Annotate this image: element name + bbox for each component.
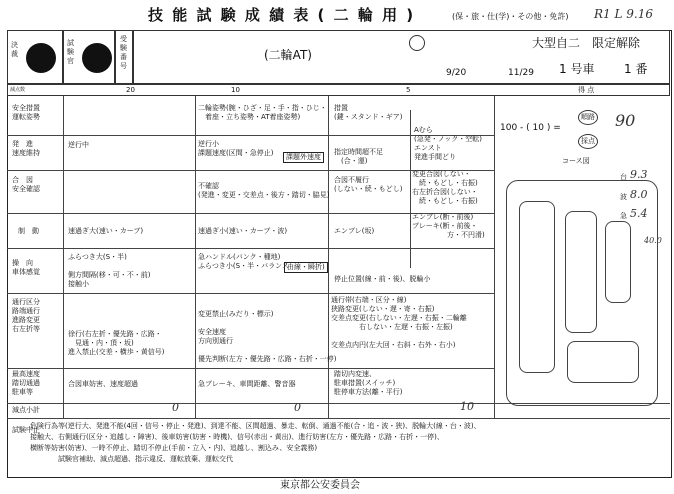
examiner-box [63, 30, 115, 84]
course-inner-right [605, 221, 631, 303]
car-number: 1 号車 [559, 62, 595, 76]
row-signal-5: 合図不履行 (しない・続・もどし) [334, 176, 403, 193]
row-label-brake: 制 動 [18, 227, 39, 235]
course-label: コース図 [562, 157, 590, 165]
vehicle-box [133, 30, 670, 84]
row-steer-5: 停止位置(線・前・後)、脱輪小 [334, 275, 431, 283]
grading-mark: 採点 [578, 134, 598, 149]
date-first: 9/20 [446, 68, 467, 78]
row-start-20: 逆行中 [68, 141, 89, 149]
row-label-speed: 最高速度 踏切通過 駐車等 [12, 370, 40, 396]
divider [494, 96, 495, 418]
row-steer-20: ふらつき大(S・半) 側方間隔(移・可・不・前) 接触小 [68, 253, 151, 288]
score-result: 90 [615, 111, 636, 130]
score-formula: 100 - ( 10 ) = [500, 123, 561, 133]
divider [328, 96, 329, 418]
row-lane-10: 変更禁止(みだり・標示) 安全速度 方向別通行 優先判断(左方・優先路・広路・右折・一停) [198, 310, 337, 363]
divider [63, 96, 64, 418]
issuer: 東京都公安委員会 [280, 480, 360, 491]
examiner-label: 試験官 [67, 39, 74, 65]
divider [7, 293, 494, 294]
row-safety-10: 二輪姿勢(腕・ひざ・足・手・指・ひじ・ 着座・立ち姿勢・AT着座姿勢) [198, 104, 327, 121]
abort-text: 危険行為等(逆行大、発進不能(4回・信号・停止・発進)、到達不能、区間超過、暴走、転倒、通過不能(合・追・波・狭)、脱輪大(線・台・波)、 接触大、右側通行(区分・追越し・障害)、後車妨害(妨害・時機)、信号(赤出・黄出)、進行妨害(左方・優先路・広路・右折・一停)、 横断等妨害(妨害)、一時不停止、踏切不停止(手前・立入・内)、追越し、割込み、安全義務) 試験官補助、減点超過、指示違反、運転放棄、運転交代 [30, 422, 481, 463]
row-start-5: 指定時間超不足 (合・運) [334, 148, 383, 165]
points-10-header: 10 [231, 86, 240, 94]
row-label-start: 発 進 速度維持 [12, 140, 40, 157]
row-speed-20: 合図車妨害、速度超過 [68, 380, 138, 388]
form-subtitle: (保・旅・仕(学)・その他・免許) [452, 12, 569, 21]
henkou-box: 変更合図(しない・ 続・もどし・右振) 右左折合図(しない・ 続・もどし・右振) [412, 170, 478, 205]
course-diagram [506, 180, 658, 406]
handwritten-date: R1 L 9.16 [594, 7, 653, 21]
row-label-signal: 合 図 安全確認 [12, 176, 40, 193]
order-number: 1 番 [624, 62, 648, 76]
row-brake-10: 速過ぎ小(速い・カーブ・波) [198, 227, 288, 235]
approval-box [7, 30, 63, 84]
enbure-box: エンブレ(断・前後) ブレーキ(断・前後・ 方・不円滑) [412, 213, 485, 239]
row-steer-10b: 由線・瞬折) [284, 262, 328, 273]
row-signal-10: 不確認 (発進・変更・交差点・後方・踏切・脇見) [198, 182, 330, 199]
abort-label: 試験中止 [12, 426, 40, 434]
time-3: 5.4 [630, 207, 648, 220]
score-header-row [7, 84, 670, 96]
tokuten-header: 得 点 [578, 86, 595, 94]
approval-stamp [26, 43, 56, 73]
subtotal-10: 0 [294, 401, 301, 414]
genten-label: 減点数 [10, 87, 26, 93]
row-safety-5: 措置 (鍵・スタンド・ギア) [334, 104, 403, 121]
row-label-subtotal: 減点小計 [12, 406, 40, 414]
time-1: 9.3 [630, 168, 648, 181]
row-start-10: 逆行小 課題速度(区間・急停止) [198, 140, 274, 157]
row-steer-10: 急ハンドル(バンク・種地) ふらつき小(S・半・バランス [198, 253, 289, 270]
examiner-stamp [82, 43, 112, 73]
subtotal-20: 0 [172, 401, 179, 414]
divider [410, 110, 411, 268]
a-box: Aむら (急発・ノック・空転) エンスト 発進手間どり [414, 126, 482, 161]
row-lane-20: 徐行(右左折・優先路・広路・ 見通・内・頂・坂) 進入禁止(交差・横歩・黄信号) [68, 330, 165, 356]
divider [7, 418, 670, 419]
row-brake-5: エンブレ(坂) [334, 227, 375, 235]
row-label-lane: 通行区分 路端通行 進路変更 右左折等 [12, 298, 40, 333]
row-speed-10: 急ブレーキ、車間距離、警音器 [198, 380, 296, 388]
date-second: 11/29 [508, 68, 534, 78]
course-inner-left [519, 201, 555, 373]
row-brake-20: 速過ぎ大(速い・カーブ) [68, 227, 144, 235]
course-bottom [567, 341, 639, 383]
points-5-header: 5 [406, 86, 411, 94]
divider [195, 96, 196, 418]
license-class: 大型自二 限定解除 [532, 36, 641, 50]
kessai-label: 決裁 [11, 41, 18, 58]
row-label-steer: 操 向 車体感覚 [12, 259, 40, 276]
row-start-10b: 課題外速度 [283, 152, 324, 163]
exam-number-label: 受験番号 [120, 35, 127, 70]
time-label-1: 台 [620, 173, 627, 181]
row-lane-5: 通行帯(右端・区分・線) 狭路変更(しない・遅・寄・右振) 交差点変更(右しない・左遅・右振・二輪離 右しない・左遅・右振・左振) 交差点内円(左大回・右斜・右外・右小) [331, 296, 467, 349]
route-mark: 順路 [578, 110, 598, 125]
row-label-safety: 安全措置 運転姿勢 [12, 104, 40, 121]
form-title: 技 能 試 験 成 績 表 ( 二 輪 用 ) [148, 6, 416, 24]
subtotal-5: 10 [460, 400, 474, 413]
divider [7, 368, 494, 369]
course-inner-mid [565, 211, 597, 333]
time-label-2: 波 [620, 193, 627, 201]
time-label-3: 急 [620, 212, 627, 220]
side-number: 40.0 [644, 236, 662, 245]
points-20-header: 20 [126, 86, 135, 94]
divider [7, 248, 494, 249]
exam-number-box [115, 30, 133, 84]
time-2: 8.0 [630, 188, 648, 201]
row-speed-5: 踏切内変速、 駐車措置(スイッチ) 駐停車方法(離・平行) [334, 370, 403, 396]
circle-mark [409, 35, 425, 51]
vehicle-type: (二輪AT) [264, 48, 312, 62]
